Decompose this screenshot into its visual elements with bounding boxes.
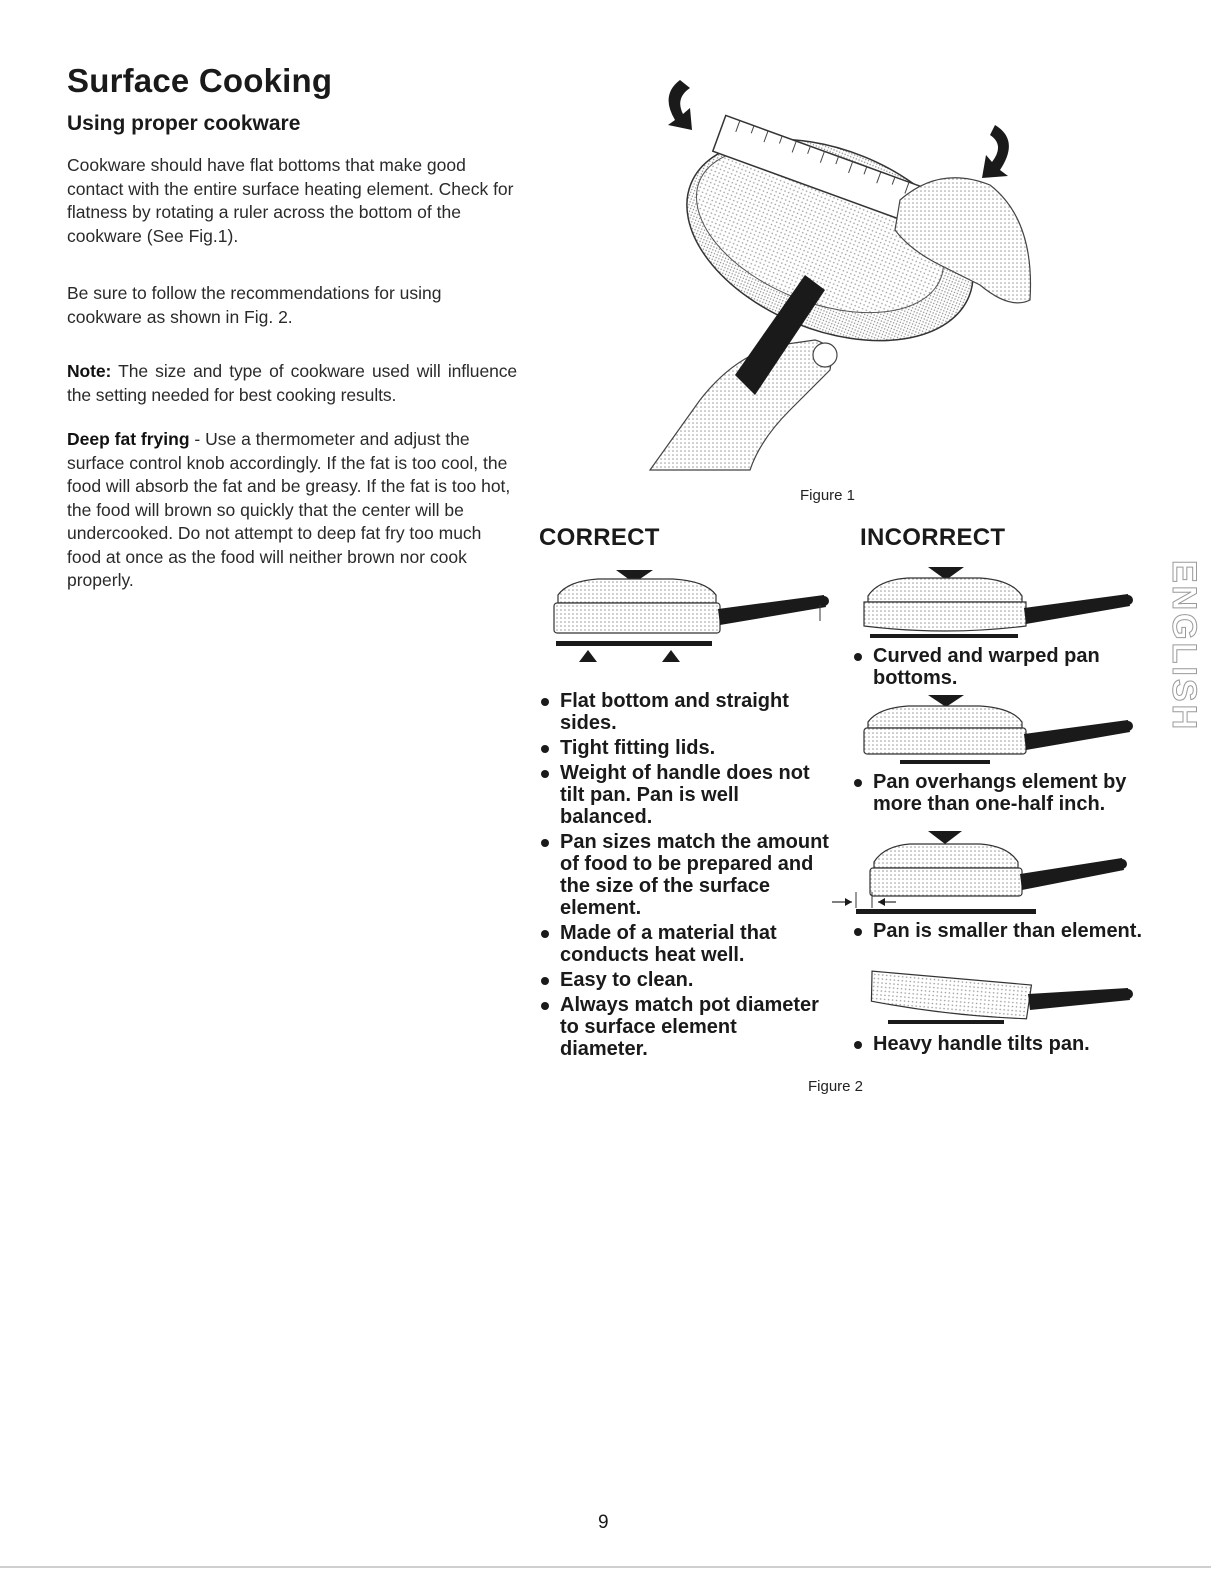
deep-fat-text: - Use a thermometer and adjust the surface control knob accordingly. If the fat is too cool, the food will absorb the fat and be greasy. If the fat is too hot, the food will brown so quickly that the center will be undercooked. Do not attempt to deep fat fry too much food at once as the food will neither brown nor cook properly. [67,429,511,590]
figure1-caption: Figure 1 [800,487,856,504]
follow-paragraph: Be sure to follow the recommendations for using cookware as shown in Fig. 2. [67,283,442,327]
small-pan-illustration [830,826,1140,921]
note-text: The size and type of cookware used will influence the setting needed for best cooking results. [67,361,517,405]
incorrect-heading: INCORRECT [860,524,1006,551]
deep-fat-label: Deep fat frying [67,429,190,449]
note-paragraph [67,360,517,407]
warped-pan-illustration [860,562,1140,642]
page-title: Surface Cooking [67,62,333,99]
tilted-pan-illustration [860,968,1140,1032]
incorrect-item: Curved and warped pan bottoms. [852,645,1143,689]
correct-item: Flat bottom and straight sides. [539,690,829,734]
figure2-caption: Figure 2 [808,1078,864,1095]
section-subtitle: Using proper cookware [67,112,301,135]
correct-item: Made of a material that conducts heat well. [539,922,829,966]
correct-item: Always match pot diameter to surface element diameter. [539,994,829,1060]
correct-heading: CORRECT [539,524,660,551]
correct-item: Weight of handle does not tilt pan. Pan is well balanced. [539,762,829,828]
correct-list [539,690,829,1063]
incorrect-item: Heavy handle tilts pan. [852,1033,1143,1055]
correct-item: Easy to clean. [539,969,829,991]
deep-fat-paragraph [67,428,517,593]
incorrect-item: Pan is smaller than element. [852,920,1143,942]
figure1-illustration [640,70,1050,470]
note-label: Note: [67,361,112,381]
correct-item: Pan sizes match the amount of food to be prepared and the size of the surface element. [539,831,829,919]
intro-paragraph: Cookware should have flat bottoms that make good contact with the entire surface heating element. Check for flatness by rotating a ruler across the bottom of the cookware (See Fig.1). [67,155,514,246]
page-number: 9 [598,1512,609,1533]
correct-pan-illustration [548,565,838,665]
overhang-pan-illustration [860,692,1140,772]
correct-item: Tight fitting lids. [539,737,829,759]
language-side-tab: ENGLISH [1165,560,1203,733]
bottom-divider [0,1566,1211,1568]
incorrect-item: Pan overhangs element by more than one-half inch. [852,771,1163,815]
